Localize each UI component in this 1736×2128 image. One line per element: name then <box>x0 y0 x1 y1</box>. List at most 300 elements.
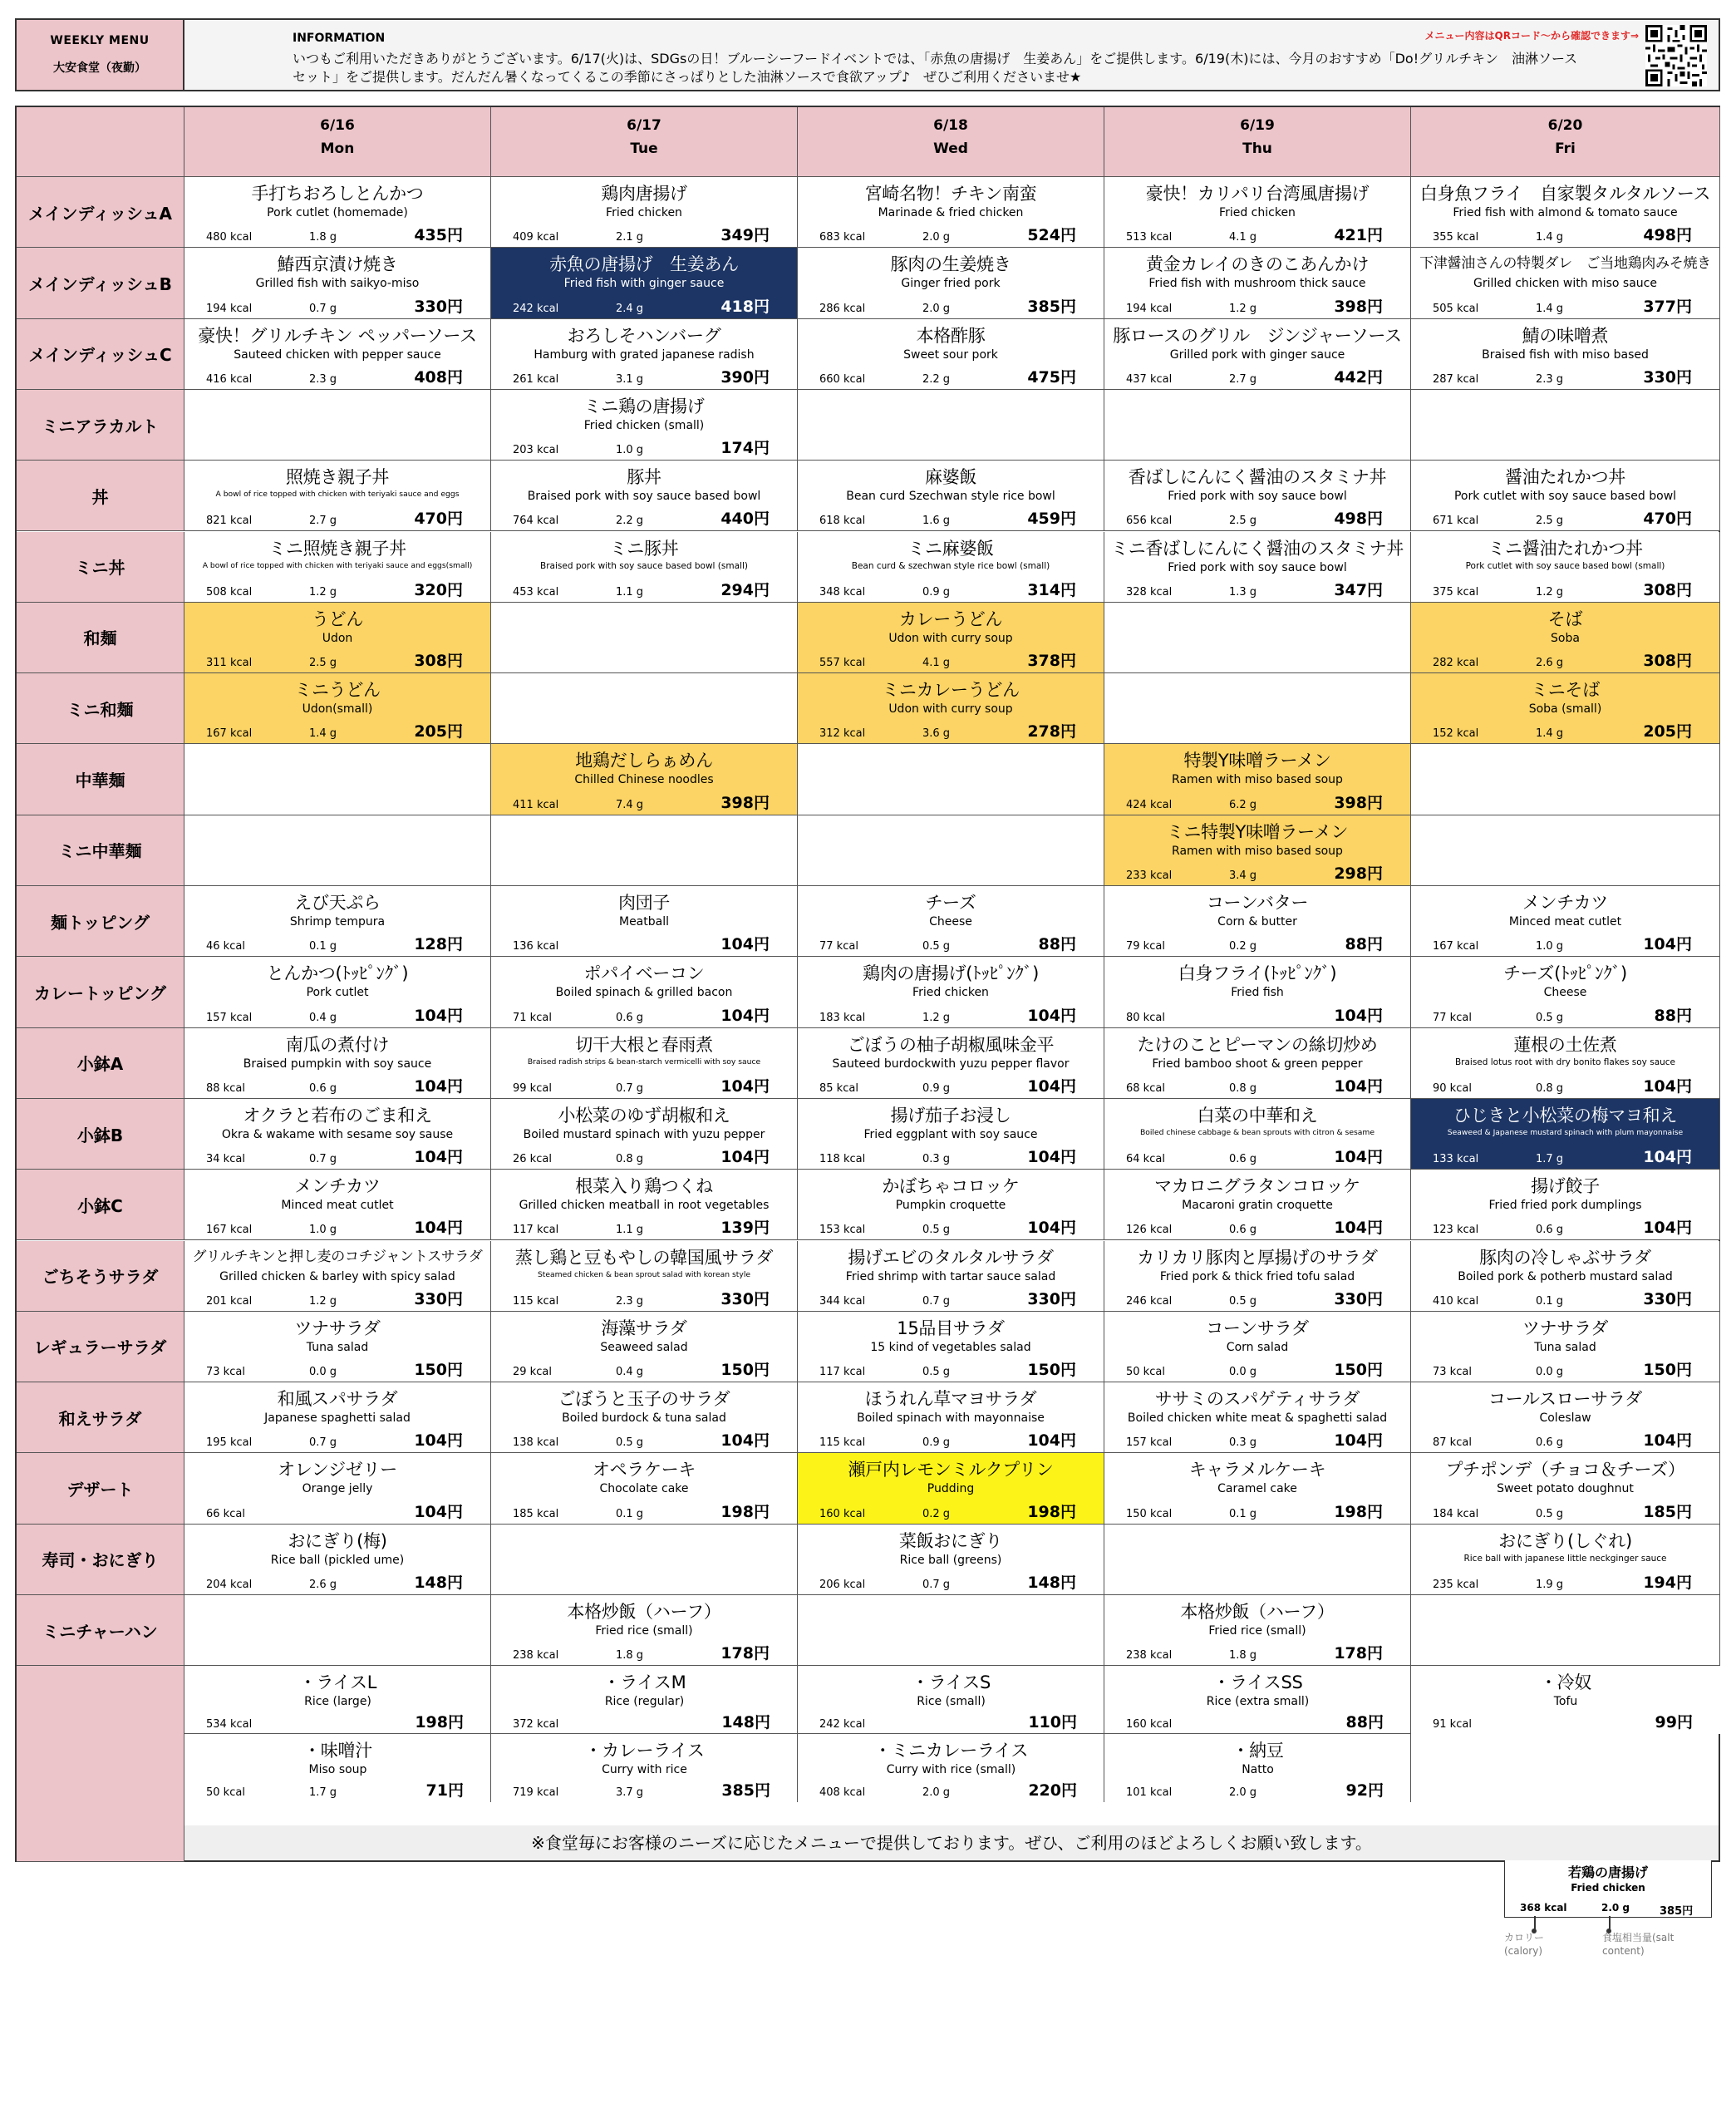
side-item[interactable] <box>184 1666 491 1734</box>
menu-item[interactable] <box>491 1595 798 1666</box>
item-kcal: 557 kcal <box>819 657 866 670</box>
item-name-en: Fried rice (small) <box>1208 1624 1306 1638</box>
menu-item[interactable] <box>1411 1099 1720 1170</box>
item-name-en: Japanese spaghetti salad <box>264 1411 411 1426</box>
menu-item[interactable] <box>184 1453 491 1524</box>
item-name-jp: 豚肉の冷しゃぶサラダ <box>1479 1247 1651 1268</box>
menu-item[interactable] <box>798 532 1104 603</box>
menu-item[interactable] <box>491 532 798 603</box>
item-name-en: Sauteed chicken with pepper sauce <box>234 347 441 362</box>
item-salt: 1.8 g <box>1229 1649 1257 1662</box>
item-salt: 3.6 g <box>922 727 951 741</box>
item-price: 104円 <box>1027 1431 1076 1451</box>
item-price: 150円 <box>414 1361 463 1380</box>
item-salt: 0.3 g <box>1229 1436 1257 1450</box>
item-kcal: 194 kcal <box>1126 302 1173 315</box>
menu-item[interactable] <box>491 1099 798 1170</box>
item-salt: 0.8 g <box>616 1153 644 1166</box>
item-name-jp: 豪快！グリルチキン ペッパーソース <box>198 325 477 346</box>
item-name-jp: 菜飯おにぎり <box>898 1530 1003 1551</box>
menu-item[interactable] <box>798 673 1104 744</box>
item-name-en: Sauteed burdockwith yuzu pepper flavor <box>832 1057 1070 1071</box>
item-name-en: Boiled mustard spinach with yuzu pepper <box>523 1127 765 1141</box>
item-salt: 0.1 g <box>1229 1507 1257 1520</box>
item-name-en: 15 kind of vegetables salad <box>870 1340 1031 1354</box>
item-price: 104円 <box>414 1431 463 1451</box>
day-date: 6/20 <box>1547 117 1583 134</box>
item-name-en: Ramen with miso based soup <box>1172 844 1343 858</box>
category-label: ミニ丼 <box>17 532 184 603</box>
header-title-block <box>17 20 184 90</box>
item-name-en: Boiled burdock & tuna salad <box>562 1411 726 1426</box>
side-price: 220円 <box>1028 1781 1077 1800</box>
menu-item <box>1411 1595 1720 1666</box>
menu-item[interactable] <box>491 886 798 957</box>
item-kcal: 167 kcal <box>1433 940 1479 953</box>
item-salt: 0.7 g <box>922 1578 951 1591</box>
menu-item[interactable] <box>491 248 798 318</box>
item-name-en: Minced meat cutlet <box>281 1199 394 1213</box>
item-price: 459円 <box>1027 510 1076 529</box>
item-salt: 0.7 g <box>309 302 337 315</box>
menu-item[interactable] <box>1411 1453 1720 1524</box>
menu-item[interactable] <box>1411 461 1720 531</box>
menu-item[interactable] <box>1104 815 1411 886</box>
menu-item[interactable] <box>1104 1170 1411 1240</box>
menu-item[interactable] <box>1104 1595 1411 1666</box>
item-name-en: Rice ball (pickled ume) <box>270 1553 405 1567</box>
menu-item[interactable] <box>491 1312 798 1382</box>
item-name-jp: コーンバター <box>1206 893 1309 913</box>
item-name-jp: ミニ特製Y味噌ラーメン <box>1166 821 1349 842</box>
item-kcal: 185 kcal <box>513 1507 559 1520</box>
item-kcal: 201 kcal <box>206 1294 253 1308</box>
menu-item[interactable] <box>184 1312 491 1382</box>
item-kcal: 287 kcal <box>1433 372 1479 386</box>
menu-item <box>491 1525 798 1595</box>
item-salt: 2.6 g <box>309 1578 337 1591</box>
menu-item[interactable] <box>184 1525 491 1595</box>
item-price: 104円 <box>1334 1219 1383 1238</box>
item-price: 139円 <box>720 1219 770 1238</box>
item-kcal: 99 kcal <box>513 1081 552 1095</box>
side-name-jp: ・カレーライス <box>584 1741 705 1761</box>
legend-kcal-label: カロリー(calory) <box>1504 1932 1545 1957</box>
menu-item[interactable] <box>798 319 1104 390</box>
menu-item[interactable] <box>1104 1099 1411 1170</box>
menu-item[interactable] <box>798 461 1104 531</box>
item-name-jp: ツナサラダ <box>294 1318 381 1338</box>
side-divider <box>490 1666 491 1802</box>
menu-item[interactable] <box>798 1453 1104 1524</box>
menu-item[interactable] <box>1411 319 1720 390</box>
item-name-en: Ginger fried pork <box>901 277 1001 291</box>
day-date: 6/19 <box>1240 117 1275 134</box>
item-kcal: 90 kcal <box>1433 1081 1472 1095</box>
side-item[interactable] <box>491 1734 798 1802</box>
category-label-sides <box>17 1666 184 1862</box>
item-name-en: Cheese <box>929 915 972 929</box>
side-item[interactable] <box>491 1666 798 1734</box>
item-price: 104円 <box>1027 1076 1076 1096</box>
menu-item[interactable] <box>184 461 491 531</box>
information-block <box>184 20 1719 90</box>
item-name-jp: 豪快！カリパリ台湾風唐揚げ <box>1145 184 1370 204</box>
item-name-jp: ミニ香ばしにんにく醤油のスタミナ丼 <box>1111 538 1404 559</box>
item-name-jp: チーズ(ﾄｯﾋﾟﾝｸﾞ) <box>1503 963 1627 984</box>
item-kcal: 437 kcal <box>1126 372 1173 386</box>
item-price: 104円 <box>720 1148 770 1167</box>
menu-item <box>798 744 1104 815</box>
item-name-jp: 豚丼 <box>627 467 661 488</box>
item-salt: 0.0 g <box>309 1366 337 1379</box>
menu-item[interactable] <box>798 177 1104 248</box>
item-price: 435円 <box>414 226 463 245</box>
menu-item[interactable] <box>491 957 798 1027</box>
item-price: 278円 <box>1027 722 1076 741</box>
item-name-en: A bowl of rice topped with chicken with teriyaki sauce and eggs(small) <box>202 560 473 570</box>
item-kcal: 416 kcal <box>206 372 253 386</box>
item-kcal: 312 kcal <box>819 727 866 741</box>
item-price: 88円 <box>1345 935 1383 954</box>
item-price: 198円 <box>1334 1502 1383 1521</box>
item-price: 104円 <box>414 1219 463 1238</box>
item-name-en: Fried fish with mushroom thick sauce <box>1148 277 1366 291</box>
item-price: 88円 <box>1654 1006 1692 1025</box>
menu-item[interactable] <box>1411 1382 1720 1453</box>
item-name-en: Udon with curry soup <box>888 702 1013 717</box>
item-kcal: 29 kcal <box>513 1366 552 1379</box>
item-kcal: 160 kcal <box>819 1507 866 1520</box>
side-item[interactable] <box>798 1666 1104 1734</box>
item-name-jp: 豚ロースのグリル ジンジャーソース <box>1113 325 1402 346</box>
menu-item[interactable] <box>491 319 798 390</box>
menu-item <box>184 390 491 461</box>
menu-item[interactable] <box>184 248 491 318</box>
item-salt: 0.5 g <box>922 940 951 953</box>
item-name-jp: 本格炒飯（ハーフ） <box>1180 1602 1335 1622</box>
day-weekday: Thu <box>1242 140 1272 157</box>
item-price: 178円 <box>1334 1644 1383 1663</box>
category-label: メインディッシュC <box>17 319 184 390</box>
menu-item[interactable] <box>798 1312 1104 1382</box>
item-name-jp: 赤魚の唐揚げ 生姜あん <box>549 254 739 275</box>
item-price: 185円 <box>1643 1502 1692 1521</box>
item-price: 104円 <box>1334 1431 1383 1451</box>
side-name-en: Rice (small) <box>917 1695 986 1709</box>
item-salt: 0.5 g <box>922 1224 951 1237</box>
menu-item[interactable] <box>798 1028 1104 1099</box>
qr-code-icon[interactable] <box>1645 25 1707 86</box>
item-name-en: Bean curd & szechwan style rice bowl (small) <box>851 560 1050 571</box>
menu-item[interactable] <box>1411 886 1720 957</box>
category-label: ミニ和麺 <box>17 673 184 744</box>
menu-item[interactable] <box>491 744 798 815</box>
legend-en-name: Fried chicken <box>1571 1882 1645 1894</box>
item-name-en: Fried rice (small) <box>595 1624 693 1638</box>
item-kcal: 157 kcal <box>206 1011 253 1024</box>
item-kcal: 184 kcal <box>1433 1507 1479 1520</box>
menu-item[interactable] <box>184 177 491 248</box>
item-salt: 4.1 g <box>1229 231 1257 244</box>
weekly-menu-label: WEEKLY MENU <box>50 34 150 47</box>
item-salt: 1.2 g <box>309 585 337 598</box>
menu-item[interactable] <box>184 886 491 957</box>
side-name-en: Curry with rice (small) <box>886 1763 1016 1777</box>
item-name-jp: マカロニグラタンコロッケ <box>1154 1176 1360 1197</box>
side-item[interactable] <box>1104 1666 1411 1734</box>
item-name-en: Udon with curry soup <box>888 631 1013 645</box>
item-name-en: Grilled chicken & barley with spicy salad <box>219 1269 455 1283</box>
menu-item[interactable] <box>1411 177 1720 248</box>
menu-item[interactable] <box>798 248 1104 318</box>
menu-item[interactable] <box>798 957 1104 1027</box>
item-name-jp: メンチカツ <box>294 1176 381 1197</box>
menu-item[interactable] <box>1411 532 1720 603</box>
item-name-jp: 香ばしにんにく醤油のスタミナ丼 <box>1128 467 1387 488</box>
side-salt: 1.7 g <box>309 1786 337 1800</box>
item-name-jp: チーズ <box>925 893 976 913</box>
item-price: 148円 <box>1027 1573 1076 1592</box>
category-label: 小鉢A <box>17 1028 184 1099</box>
menu-item <box>1104 390 1411 461</box>
item-kcal: 77 kcal <box>819 940 858 953</box>
side-price: 110円 <box>1028 1713 1077 1732</box>
menu-item[interactable] <box>1104 248 1411 318</box>
item-name-jp: 特製Y味噌ラーメン <box>1183 751 1331 771</box>
menu-item[interactable] <box>798 1170 1104 1240</box>
item-salt: 1.2 g <box>1536 585 1564 598</box>
menu-item[interactable] <box>798 1525 1104 1595</box>
item-name-jp: 照焼き親子丼 <box>285 467 390 488</box>
menu-item[interactable] <box>1411 248 1720 318</box>
side-item[interactable] <box>1104 1734 1411 1802</box>
menu-item[interactable] <box>1411 1525 1720 1595</box>
menu-item[interactable] <box>798 1241 1104 1312</box>
category-label: ミニアラカルト <box>17 390 184 461</box>
item-price: 398円 <box>720 793 770 812</box>
category-label: 寿司・おにぎり <box>17 1525 184 1595</box>
menu-item[interactable] <box>184 1028 491 1099</box>
item-kcal: 26 kcal <box>513 1153 552 1166</box>
item-name-jp: ミニうどん <box>294 680 381 701</box>
menu-item[interactable] <box>491 1241 798 1312</box>
item-name-en: Hamburg with grated japanese radish <box>534 347 755 362</box>
menu-item <box>1104 603 1411 673</box>
item-salt: 2.5 g <box>1229 515 1257 528</box>
side-item[interactable] <box>1411 1666 1720 1734</box>
menu-item[interactable] <box>184 319 491 390</box>
menu-item <box>798 390 1104 461</box>
menu-item[interactable] <box>184 603 491 673</box>
item-name-en: Orange jelly <box>302 1482 373 1496</box>
item-name-jp: プチポンデ（チョコ＆チーズ） <box>1445 1460 1685 1480</box>
menu-item[interactable] <box>491 1170 798 1240</box>
side-name-jp: ・ライスL <box>298 1672 377 1693</box>
menu-item[interactable] <box>798 886 1104 957</box>
item-kcal: 204 kcal <box>206 1578 253 1591</box>
item-name-en: Fried pork with soy sauce bowl <box>1168 490 1347 504</box>
menu-item[interactable] <box>184 1170 491 1240</box>
menu-item[interactable] <box>798 1099 1104 1170</box>
menu-item[interactable] <box>491 1382 798 1453</box>
menu-item[interactable] <box>491 1453 798 1524</box>
item-kcal: 453 kcal <box>513 585 559 598</box>
item-price: 398円 <box>1334 793 1383 812</box>
item-salt: 6.2 g <box>1229 798 1257 811</box>
item-price: 150円 <box>1027 1361 1076 1380</box>
menu-item[interactable] <box>491 1028 798 1099</box>
day-header <box>798 107 1104 177</box>
item-name-jp: キャラメルケーキ <box>1188 1460 1326 1480</box>
menu-item[interactable] <box>1104 886 1411 957</box>
menu-item[interactable] <box>1104 1453 1411 1524</box>
day-header <box>1104 107 1411 177</box>
side-price: 71円 <box>425 1781 464 1800</box>
menu-item[interactable] <box>184 673 491 744</box>
menu-item[interactable] <box>184 1241 491 1312</box>
category-label: ミニチャーハン <box>17 1595 184 1666</box>
menu-item[interactable] <box>1411 1312 1720 1382</box>
item-name-jp: 鶏肉唐揚げ <box>601 184 687 204</box>
item-salt: 1.4 g <box>1536 231 1564 244</box>
item-salt: 0.2 g <box>922 1507 951 1520</box>
item-name-en: Macaroni gratin croquette <box>1182 1199 1333 1213</box>
item-name-en: Grilled fish with saikyo-miso <box>255 277 420 291</box>
menu-item[interactable] <box>184 957 491 1027</box>
menu-item[interactable] <box>1104 461 1411 531</box>
item-name-jp: 白身魚フライ 自家製タルタルソース <box>1419 184 1711 204</box>
item-price: 104円 <box>720 1006 770 1025</box>
menu-item[interactable] <box>1411 957 1720 1027</box>
item-salt: 2.3 g <box>309 372 337 386</box>
item-price: 330円 <box>1027 1289 1076 1308</box>
menu-item[interactable] <box>1411 673 1720 744</box>
item-name-jp: ミニ鶏の唐揚げ <box>583 396 705 416</box>
item-name-en: Braised pork with soy sauce based bowl (small) <box>540 560 748 571</box>
item-name-en: Pumpkin croquette <box>895 1199 1006 1213</box>
side-item[interactable] <box>798 1734 1104 1802</box>
item-name-jp: コーンサラダ <box>1206 1318 1309 1338</box>
item-kcal: 88 kcal <box>206 1081 245 1095</box>
side-divider <box>1410 1666 1411 1802</box>
item-name-jp: 白身フライ(ﾄｯﾋﾟﾝｸﾞ) <box>1178 963 1337 984</box>
menu-item[interactable] <box>1104 532 1411 603</box>
qr-note: メニュー内容はQRコード～から確認できます⇒ <box>1424 30 1639 42</box>
category-label: 和えサラダ <box>17 1382 184 1453</box>
item-price: 418円 <box>720 297 770 316</box>
menu-item[interactable] <box>1104 957 1411 1027</box>
item-kcal: 344 kcal <box>819 1294 866 1308</box>
side-salt: 2.0 g <box>1229 1786 1257 1800</box>
item-kcal: 261 kcal <box>513 372 559 386</box>
item-name-jp: 鶏肉の唐揚げ(ﾄｯﾋﾟﾝｸﾞ) <box>863 963 1039 984</box>
item-name-en: Braised fish with miso based <box>1482 347 1649 362</box>
category-label: レギュラーサラダ <box>17 1312 184 1382</box>
item-name-en: Caramel cake <box>1217 1482 1297 1496</box>
item-name-jp: ごぼうの柚子胡椒風味金平 <box>847 1034 1055 1055</box>
side-item[interactable] <box>184 1734 491 1802</box>
item-name-en: Fried chicken <box>1219 206 1296 219</box>
legend-jp-name: 若鶏の唐揚げ <box>1567 1864 1648 1880</box>
item-salt: 2.2 g <box>922 372 951 386</box>
item-kcal: 123 kcal <box>1433 1224 1479 1237</box>
item-name-jp: えび天ぷら <box>294 893 381 913</box>
menu-item <box>798 1595 1104 1666</box>
item-price: 104円 <box>1027 1219 1076 1238</box>
item-name-jp: ごぼうと玉子のサラダ <box>558 1389 730 1410</box>
item-kcal: 508 kcal <box>206 585 253 598</box>
menu-item[interactable] <box>1104 177 1411 248</box>
item-salt: 2.1 g <box>616 231 644 244</box>
item-name-jp: 海藻サラダ <box>601 1318 687 1338</box>
menu-item[interactable] <box>1411 1241 1720 1312</box>
item-kcal: 328 kcal <box>1126 585 1173 598</box>
item-price: 475円 <box>1027 367 1076 387</box>
item-price: 442円 <box>1334 367 1383 387</box>
menu-item[interactable] <box>1104 1382 1411 1453</box>
menu-item[interactable] <box>1104 1312 1411 1382</box>
item-salt: 3.4 g <box>1229 869 1257 882</box>
item-salt: 0.8 g <box>1536 1081 1564 1095</box>
menu-item[interactable] <box>1411 603 1720 673</box>
menu-item[interactable] <box>184 532 491 603</box>
menu-item[interactable] <box>184 1382 491 1453</box>
menu-item[interactable] <box>1104 1028 1411 1099</box>
item-name-jp: 黄金カレイのきのこあんかけ <box>1145 254 1370 275</box>
item-name-jp: 本格炒飯（ハーフ） <box>567 1602 721 1622</box>
menu-item[interactable] <box>1411 1028 1720 1099</box>
item-name-jp: グリルチキンと押し麦のコチジャントスサラダ <box>192 1248 483 1265</box>
item-name-jp: ミニそば <box>1531 680 1600 701</box>
side-kcal: 534 kcal <box>206 1718 253 1731</box>
menu-item[interactable] <box>798 603 1104 673</box>
item-name-jp: たけのことピーマンの絲切炒め <box>1137 1034 1378 1055</box>
item-name-jp: 揚げ茄子お浸し <box>890 1105 1011 1126</box>
item-salt: 1.0 g <box>616 444 644 457</box>
side-kcal: 50 kcal <box>206 1786 245 1800</box>
item-price: 104円 <box>1027 1148 1076 1167</box>
item-price: 198円 <box>1027 1502 1076 1521</box>
side-name-jp: ・納豆 <box>1232 1741 1284 1761</box>
menu-item[interactable] <box>1411 1170 1720 1240</box>
item-salt: 1.4 g <box>1536 727 1564 741</box>
item-kcal: 150 kcal <box>1126 1507 1173 1520</box>
legend-salt: 2.0 g <box>1601 1902 1630 1914</box>
item-name-en: Fried fish with almond & tomato sauce <box>1453 206 1678 219</box>
side-price: 198円 <box>415 1713 464 1732</box>
item-salt: 1.0 g <box>1536 940 1564 953</box>
item-salt: 0.9 g <box>922 585 951 598</box>
menu-item[interactable] <box>491 390 798 461</box>
item-price: 198円 <box>720 1502 770 1521</box>
item-kcal: 115 kcal <box>819 1436 866 1450</box>
item-name-en: Bean curd Szechwan style rice bowl <box>846 490 1055 504</box>
item-price: 524円 <box>1027 226 1076 245</box>
menu-item[interactable] <box>491 461 798 531</box>
menu-item[interactable] <box>1104 744 1411 815</box>
menu-item[interactable] <box>1104 319 1411 390</box>
item-salt: 1.2 g <box>922 1011 951 1024</box>
item-name-jp: 鯖の味噌煮 <box>1522 325 1609 346</box>
menu-item[interactable] <box>184 1099 491 1170</box>
legend-kcal: 368 kcal <box>1520 1902 1567 1914</box>
menu-item[interactable] <box>798 1382 1104 1453</box>
item-price: 390円 <box>720 367 770 387</box>
menu-item[interactable] <box>491 177 798 248</box>
menu-item[interactable] <box>1104 1241 1411 1312</box>
item-salt: 2.5 g <box>309 657 337 670</box>
